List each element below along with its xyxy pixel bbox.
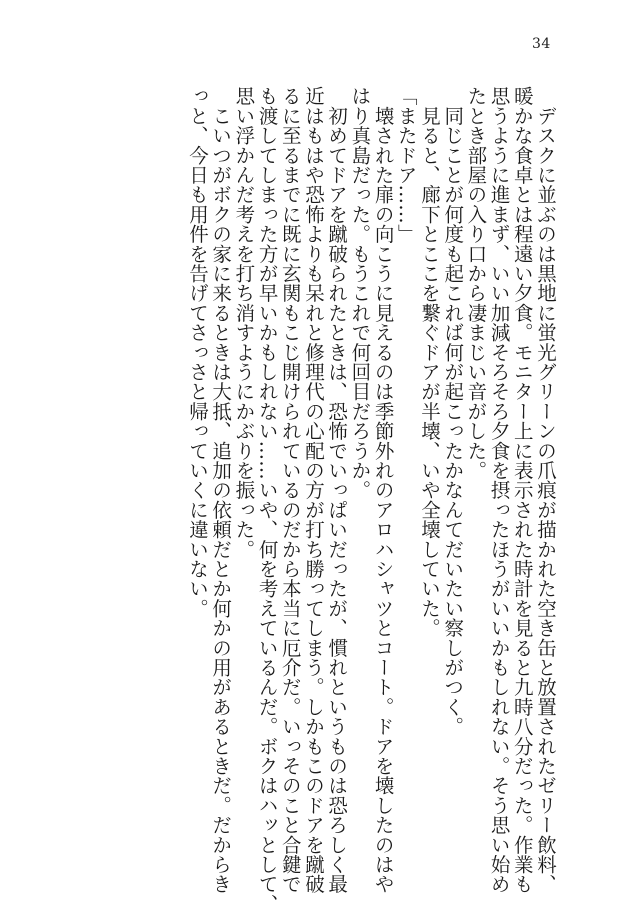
text-line: 同じことが何度も起これば何が起こったかなんてだいたい察しがつく。 xyxy=(441,86,465,737)
page-number: 34 xyxy=(532,36,551,52)
text-line: 「またドア……」 xyxy=(394,86,418,244)
text-line: こいつがボクの家に来るときは大抵、追加の依頼だとか何かの用があるときだ。だからき xyxy=(209,86,233,894)
text-line: っと、今日も用件を告げてさっさと帰っていくに違いない。 xyxy=(185,86,209,618)
text-line: 思い浮かんだ考えを打ち消すようにかぶりを振った。 xyxy=(232,86,256,559)
text-line: 初めてドアを蹴破られたときは、恐怖でいっぱいだったが、慣れというものは恐ろしく最 xyxy=(325,86,349,894)
text-line: デスクに並ぶのは黒地に蛍光グリーンの爪痕が描かれた空き缶と放置されたゼリー飲料、 xyxy=(534,86,557,894)
text-line: るに至るまでに既に玄関もこじ開けられているのだから本当に厄介だ。いっそのこと合鍵で xyxy=(278,86,302,894)
text-line: はり真島だった。もうこれで何回目だろうか。 xyxy=(348,86,372,500)
body-text xyxy=(185,86,557,913)
text-line: 近はもはや恐怖よりも呆れと修理代の心配の方が打ち勝ってしまう。しかもこのドアを蹴破 xyxy=(301,86,325,894)
text-line: たとき部屋の入り口から凄まじい音がした。 xyxy=(464,86,488,480)
text-line: 思うように進まず、いい加減そろそろ夕食を摂ったほうがいいかもしれない。そう思い始め xyxy=(487,86,511,894)
text-line: も渡してしまった方が早いかもしれない……いや、何を考えているんだ。ボクはハッとして、 xyxy=(255,86,279,913)
text-line: 暖かな食卓とは程遠い夕食。モニター上に表示された時計を見ると九時八分だった。作業も xyxy=(510,86,534,894)
text-line: 見ると、廊下とここを繋ぐドアが半壊、いや全壊していた。 xyxy=(417,86,441,638)
text-line: 壊された扉の向こうに見えるのは季節外れのアロハシャツとコート。ドアを壊したのはや xyxy=(371,86,395,894)
